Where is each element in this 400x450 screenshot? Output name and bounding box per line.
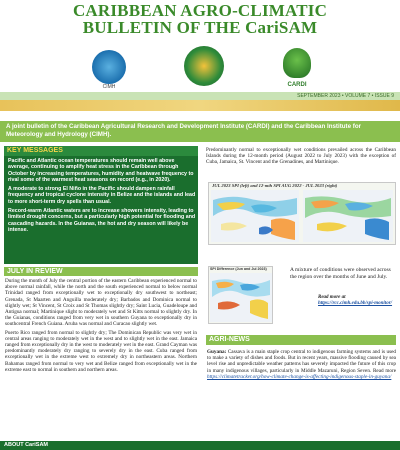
logo-row xyxy=(0,46,400,90)
key-messages-heading: KEY MESSAGES xyxy=(7,147,63,154)
spi-12-month-map-image xyxy=(303,190,393,242)
cardi-logo-caption: CARDI xyxy=(287,82,307,88)
july-review-paragraph: During the month of July the central portion of the eastern Caribbean experienced normal to above normal rainfall, while the north and the south experienced normal to below normal Trinidad ranged from exceptionally wet to exceptionally dry southwest to northeast; Grenada, St Maarten and Anguilla moderately dry; Barbados and Dominica normal to slightly wet; St Vincent, St Croix and St Thomas slightly dry; Saint Lucia, Guadeloupe and Antigua normal; Martinique slight to moderately wet and St Kitts normal to slightly dry. In the Guianas, conditions ranged from very wet in southern Guyana to exceptionally dry in southcentral French Guiana. Aruba was normal and Curacao slightly wet. xyxy=(5,278,197,328)
key-message-item: Record-warm Atlantic waters are to increase showers intensity, leading to limited drought concerns, but a particularly high potential for flooding and cascading hazards. In the Guianas, the hot and dry season will likely be intense. xyxy=(8,208,196,233)
spi-jul-map-image xyxy=(211,190,299,242)
bulletin-title xyxy=(0,2,400,36)
title-line-2: BULLETIN OF THE CariSAM xyxy=(82,18,318,37)
header xyxy=(0,0,400,110)
cimh-logo-icon xyxy=(92,50,126,84)
agri-news-lead: Guyana: xyxy=(207,349,227,355)
about-carisam-label[interactable]: ABOUT CariSAM xyxy=(4,442,49,448)
key-messages-list xyxy=(8,158,196,236)
about-band[interactable] xyxy=(0,441,400,450)
decorative-ribbon xyxy=(0,100,400,111)
spi-difference-caption: SPI Difference (Jun and Jul 2023) xyxy=(210,267,267,271)
spi-difference-map-image xyxy=(210,273,272,322)
spi-monitor-link[interactable]: https://rcc.cimh.edu.bb/spi-monitor/ xyxy=(318,301,393,306)
july-review-header xyxy=(4,267,198,276)
spi-read-more xyxy=(318,295,394,307)
july-review-heading: JULY IN REVIEW xyxy=(7,268,63,275)
spi-intro-text: Predominantly normal to exceptionally wet conditions prevailed across the Caribbean Islands during the 12-month period (August 2022 to July 2023) with the exception of Cuba, Jamaica, St. Vincent and the Grenadines, and Martinique. xyxy=(206,147,396,166)
joint-bulletin-band xyxy=(0,121,400,142)
july-review-body xyxy=(5,278,197,375)
spi-maps-caption: JUL 2023 SPI (left) and 12-mth SPI AUG 2022 - JUL 2023 (right) xyxy=(212,183,338,188)
issue-band xyxy=(0,92,400,100)
key-message-item: Pacific and Atlantic ocean temperatures should remain well above average, continuing to amplify heat stress in the Caribbean through October by increasing temperatures, humidity and heatwave frequency to rival some of the warmest heat seasons on record (e.g., in 2020). xyxy=(8,158,194,183)
key-message-item: A moderate to strong El Niño in the Pacific should dampen rainfall frequency and tropical cyclone intensity in Belize and the islands and lead to more short-term dry spells than usual. xyxy=(8,186,196,205)
joint-bulletin-text: A joint bulletin of the Caribbean Agricultural Research and Development Institute (CARDI) and the Caribbean Institute for Meteorology and Hydrology (CIMH). xyxy=(6,123,362,138)
agri-news-text: Cassava is a main staple crop central to indigenous farming systems and is used to make a variety of dishes and foods. But in recent years, massive flooding caused by sea level rise and unpredictable weather patterns has severely impacted the future of this crop in many indigenous villages, particularly in Middle Mazaruni, Region Seven. Read more xyxy=(207,349,396,374)
july-review-paragraph: Puerto Rico ranged from normal to slightly dry; The Dominican Republic was very wet in central areas ranging to moderately wet in the west and to slightly wet in the east. Jamaica ranged from exceptionally dry in the west to moderately wet in the east. Grand Cayman was predominantly moderately dry ranging to severely dry in the east. Cuba ranged from exceptionally wet in the extreme west to extremely dry in northeastern areas. Northern Bahamas ranged from normal to very wet and Belize ranged from exceptionally wet in the extreme east to normal in southern and northern areas. xyxy=(5,329,197,373)
carisam-logo-icon xyxy=(184,46,224,86)
agri-news-heading: AGRI-NEWS xyxy=(209,336,250,343)
read-more-prefix: Read more at xyxy=(318,295,346,300)
issue-line: SEPTEMBER 2023 • VOLUME 7 • ISSUE 9 xyxy=(297,93,394,99)
title-line-1: CARIBBEAN AGRO-CLIMATIC xyxy=(72,1,328,20)
cimh-logo-caption: CIMH xyxy=(102,84,116,90)
mixture-text: A mixture of conditions were observed across the region over the months of June and July. xyxy=(290,267,391,280)
agri-news-header xyxy=(206,335,396,345)
agri-news-body xyxy=(207,349,396,380)
cardi-logo-icon xyxy=(283,48,311,78)
agri-news-link[interactable]: https://climatetracker.org/how-climate-change-is-affecting-indigenous-staple-in-guyana/ xyxy=(207,373,392,380)
key-messages-header xyxy=(4,146,198,156)
